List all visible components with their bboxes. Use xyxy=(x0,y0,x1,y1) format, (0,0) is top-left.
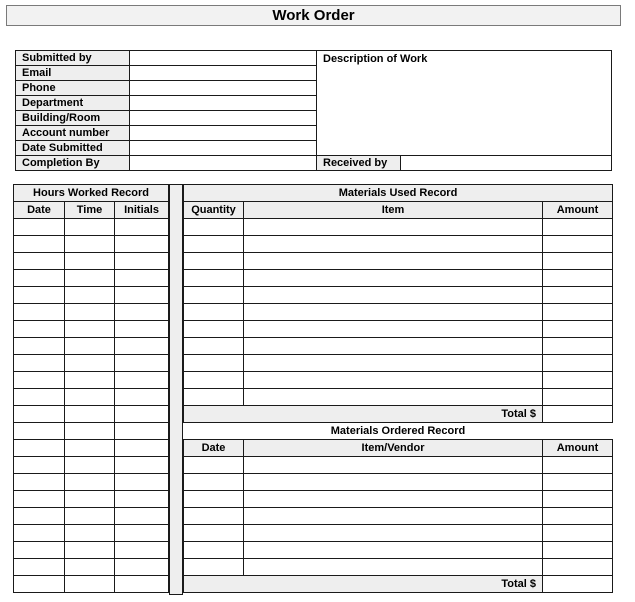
column-header: Amount xyxy=(543,202,613,219)
entry-cell[interactable] xyxy=(115,525,169,542)
hours-row xyxy=(14,236,169,253)
hours-row xyxy=(14,491,169,508)
info-label: Account number xyxy=(16,126,130,141)
entry-cell[interactable] xyxy=(115,559,169,576)
info-label: Phone xyxy=(16,81,130,96)
entry-cell[interactable] xyxy=(543,219,613,236)
info-label: Date Submitted xyxy=(16,141,130,156)
entry-cell[interactable] xyxy=(115,304,169,321)
column-header: Time xyxy=(65,202,115,219)
entry-cell[interactable] xyxy=(184,287,244,304)
entry-cell[interactable] xyxy=(65,542,115,559)
materials-used-row xyxy=(184,236,613,253)
hours-row xyxy=(14,406,169,423)
entry-cell[interactable] xyxy=(244,559,543,576)
entry-cell[interactable] xyxy=(184,525,244,542)
entry-cell[interactable] xyxy=(543,372,613,389)
materials-used-row xyxy=(184,389,613,406)
entry-cell[interactable] xyxy=(65,287,115,304)
entry-cell[interactable] xyxy=(244,304,543,321)
materials-ordered-row xyxy=(184,525,613,542)
building-room-field[interactable] xyxy=(130,111,317,126)
materials-used-row xyxy=(184,219,613,236)
entry-cell[interactable] xyxy=(65,525,115,542)
entry-cell[interactable] xyxy=(543,253,613,270)
materials-used-row xyxy=(184,321,613,338)
entry-cell[interactable] xyxy=(14,236,65,253)
page-title: Work Order xyxy=(6,5,621,26)
entry-cell[interactable] xyxy=(14,389,65,406)
entry-cell[interactable] xyxy=(244,389,543,406)
entry-cell[interactable] xyxy=(244,525,543,542)
entry-cell[interactable] xyxy=(543,389,613,406)
entry-cell[interactable] xyxy=(115,236,169,253)
description-of-work-field[interactable] xyxy=(317,51,612,156)
hours-row xyxy=(14,440,169,457)
entry-cell[interactable] xyxy=(14,474,65,491)
entry-cell[interactable] xyxy=(14,372,65,389)
entry-cell[interactable] xyxy=(115,508,169,525)
entry-cell[interactable] xyxy=(115,491,169,508)
entry-cell[interactable] xyxy=(115,542,169,559)
total-amount-field[interactable] xyxy=(543,406,613,423)
entry-cell[interactable] xyxy=(65,253,115,270)
submission-info-table xyxy=(15,50,612,171)
hours-row xyxy=(14,576,169,593)
entry-cell[interactable] xyxy=(543,559,613,576)
entry-cell[interactable] xyxy=(184,491,244,508)
entry-cell[interactable] xyxy=(244,355,543,372)
entry-cell[interactable] xyxy=(184,338,244,355)
column-header: Item xyxy=(244,202,543,219)
entry-cell[interactable] xyxy=(244,372,543,389)
entry-cell[interactable] xyxy=(14,508,65,525)
entry-cell[interactable] xyxy=(14,423,65,440)
materials-used-row xyxy=(184,270,613,287)
entry-cell[interactable] xyxy=(184,559,244,576)
materials-used-title: Materials Used Record xyxy=(184,185,613,202)
hours-row xyxy=(14,474,169,491)
entry-cell[interactable] xyxy=(14,525,65,542)
phone-field[interactable] xyxy=(130,81,317,96)
entry-cell[interactable] xyxy=(244,542,543,559)
entry-cell[interactable] xyxy=(14,304,65,321)
hours-worked-title: Hours Worked Record xyxy=(14,185,169,202)
entry-cell[interactable] xyxy=(14,542,65,559)
entry-cell[interactable] xyxy=(244,338,543,355)
materials-ordered-row xyxy=(184,457,613,474)
entry-cell[interactable] xyxy=(65,491,115,508)
entry-cell[interactable] xyxy=(115,270,169,287)
materials-used-row xyxy=(184,372,613,389)
column-header: Quantity xyxy=(184,202,244,219)
entry-cell[interactable] xyxy=(65,559,115,576)
entry-cell[interactable] xyxy=(65,236,115,253)
column-divider xyxy=(169,184,183,595)
entry-cell[interactable] xyxy=(184,219,244,236)
entry-cell[interactable] xyxy=(65,304,115,321)
hours-row xyxy=(14,287,169,304)
entry-cell[interactable] xyxy=(184,542,244,559)
hours-row xyxy=(14,525,169,542)
total-row xyxy=(184,576,613,593)
email-field[interactable] xyxy=(130,66,317,81)
entry-cell[interactable] xyxy=(14,559,65,576)
hours-row xyxy=(14,423,169,440)
entry-cell[interactable] xyxy=(65,576,115,593)
entry-cell[interactable] xyxy=(244,219,543,236)
materials-table xyxy=(183,184,613,593)
entry-cell[interactable] xyxy=(184,355,244,372)
materials-ordered-row xyxy=(184,508,613,525)
entry-cell[interactable] xyxy=(65,355,115,372)
entry-cell[interactable] xyxy=(543,457,613,474)
entry-cell[interactable] xyxy=(65,372,115,389)
entry-cell[interactable] xyxy=(244,457,543,474)
entry-cell[interactable] xyxy=(543,525,613,542)
entry-cell[interactable] xyxy=(244,270,543,287)
entry-cell[interactable] xyxy=(14,321,65,338)
materials-ordered-row xyxy=(184,559,613,576)
hours-row xyxy=(14,304,169,321)
entry-cell[interactable] xyxy=(184,372,244,389)
info-label: Building/Room xyxy=(16,111,130,126)
entry-cell[interactable] xyxy=(244,236,543,253)
hours-row xyxy=(14,321,169,338)
submitted-by-field[interactable] xyxy=(130,51,317,66)
hours-row xyxy=(14,270,169,287)
entry-cell[interactable] xyxy=(65,338,115,355)
entry-cell[interactable] xyxy=(14,355,65,372)
entry-cell[interactable] xyxy=(115,389,169,406)
entry-cell[interactable] xyxy=(543,321,613,338)
entry-cell[interactable] xyxy=(14,338,65,355)
entry-cell[interactable] xyxy=(184,474,244,491)
column-header: Item/Vendor xyxy=(244,440,543,457)
entry-cell[interactable] xyxy=(244,321,543,338)
entry-cell[interactable] xyxy=(184,389,244,406)
materials-used-row xyxy=(184,287,613,304)
entry-cell[interactable] xyxy=(14,270,65,287)
department-field[interactable] xyxy=(130,96,317,111)
materials-ordered-title: Materials Ordered Record xyxy=(184,423,613,440)
entry-cell[interactable] xyxy=(65,389,115,406)
entry-cell[interactable] xyxy=(184,457,244,474)
entry-cell[interactable] xyxy=(244,474,543,491)
entry-cell[interactable] xyxy=(115,440,169,457)
entry-cell[interactable] xyxy=(65,423,115,440)
total-label: Total $ xyxy=(184,576,543,593)
materials-used-row xyxy=(184,304,613,321)
entry-cell[interactable] xyxy=(244,508,543,525)
entry-cell[interactable] xyxy=(244,253,543,270)
entry-cell[interactable] xyxy=(14,287,65,304)
info-label: Department xyxy=(16,96,130,111)
materials-ordered-row xyxy=(184,474,613,491)
entry-cell[interactable] xyxy=(543,474,613,491)
entry-cell[interactable] xyxy=(65,457,115,474)
entry-cell[interactable] xyxy=(543,491,613,508)
column-header: Date xyxy=(14,202,65,219)
entry-cell[interactable] xyxy=(14,406,65,423)
entry-cell[interactable] xyxy=(115,372,169,389)
account-number-field[interactable] xyxy=(130,126,317,141)
entry-cell[interactable] xyxy=(65,474,115,491)
entry-cell[interactable] xyxy=(115,355,169,372)
entry-cell[interactable] xyxy=(184,304,244,321)
entry-cell[interactable] xyxy=(184,508,244,525)
entry-cell[interactable] xyxy=(543,355,613,372)
entry-cell[interactable] xyxy=(184,270,244,287)
entry-cell[interactable] xyxy=(244,491,543,508)
hours-row xyxy=(14,355,169,372)
materials-ordered-row xyxy=(184,491,613,508)
column-header: Initials xyxy=(115,202,169,219)
entry-cell[interactable] xyxy=(543,508,613,525)
entry-cell[interactable] xyxy=(115,321,169,338)
entry-cell[interactable] xyxy=(543,542,613,559)
entry-cell[interactable] xyxy=(115,406,169,423)
entry-cell[interactable] xyxy=(115,423,169,440)
received-by-label: Received by xyxy=(317,156,401,171)
entry-cell[interactable] xyxy=(65,406,115,423)
hours-row xyxy=(14,389,169,406)
hours-row xyxy=(14,559,169,576)
entry-cell[interactable] xyxy=(115,219,169,236)
materials-used-row xyxy=(184,338,613,355)
materials-used-row xyxy=(184,355,613,372)
entry-cell[interactable] xyxy=(184,253,244,270)
info-label: Submitted by xyxy=(16,51,130,66)
entry-cell[interactable] xyxy=(14,440,65,457)
entry-cell[interactable] xyxy=(184,321,244,338)
entry-cell[interactable] xyxy=(244,287,543,304)
completion-by-field[interactable] xyxy=(130,156,317,171)
entry-cell[interactable] xyxy=(184,236,244,253)
entry-cell[interactable] xyxy=(115,457,169,474)
entry-cell[interactable] xyxy=(543,270,613,287)
entry-cell[interactable] xyxy=(115,287,169,304)
info-label: Email xyxy=(16,66,130,81)
entry-cell[interactable] xyxy=(543,287,613,304)
total-label: Total $ xyxy=(184,406,543,423)
received-by-field[interactable] xyxy=(401,156,612,171)
entry-cell[interactable] xyxy=(65,440,115,457)
column-header: Amount xyxy=(543,440,613,457)
hours-row xyxy=(14,508,169,525)
entry-cell[interactable] xyxy=(543,236,613,253)
hours-worked-table xyxy=(13,184,169,593)
info-label: Completion By xyxy=(16,156,130,171)
entry-cell[interactable] xyxy=(14,219,65,236)
entry-cell[interactable] xyxy=(115,253,169,270)
hours-row xyxy=(14,253,169,270)
hours-row xyxy=(14,338,169,355)
entry-cell[interactable] xyxy=(14,491,65,508)
entry-cell[interactable] xyxy=(14,457,65,474)
materials-used-row xyxy=(184,253,613,270)
entry-cell[interactable] xyxy=(115,474,169,491)
hours-row xyxy=(14,542,169,559)
entry-cell[interactable] xyxy=(65,321,115,338)
column-header: Date xyxy=(184,440,244,457)
total-amount-field[interactable] xyxy=(543,576,613,593)
entry-cell[interactable] xyxy=(14,576,65,593)
entry-cell[interactable] xyxy=(115,576,169,593)
date-submitted-field[interactable] xyxy=(130,141,317,156)
materials-ordered-row xyxy=(184,542,613,559)
entry-cell[interactable] xyxy=(65,508,115,525)
hours-row xyxy=(14,457,169,474)
entry-cell[interactable] xyxy=(65,270,115,287)
description-label: Description of Work xyxy=(323,53,428,65)
entry-cell[interactable] xyxy=(65,219,115,236)
entry-cell[interactable] xyxy=(543,338,613,355)
hours-row xyxy=(14,372,169,389)
entry-cell[interactable] xyxy=(543,304,613,321)
entry-cell[interactable] xyxy=(115,338,169,355)
entry-cell[interactable] xyxy=(14,253,65,270)
hours-row xyxy=(14,219,169,236)
total-row xyxy=(184,406,613,423)
